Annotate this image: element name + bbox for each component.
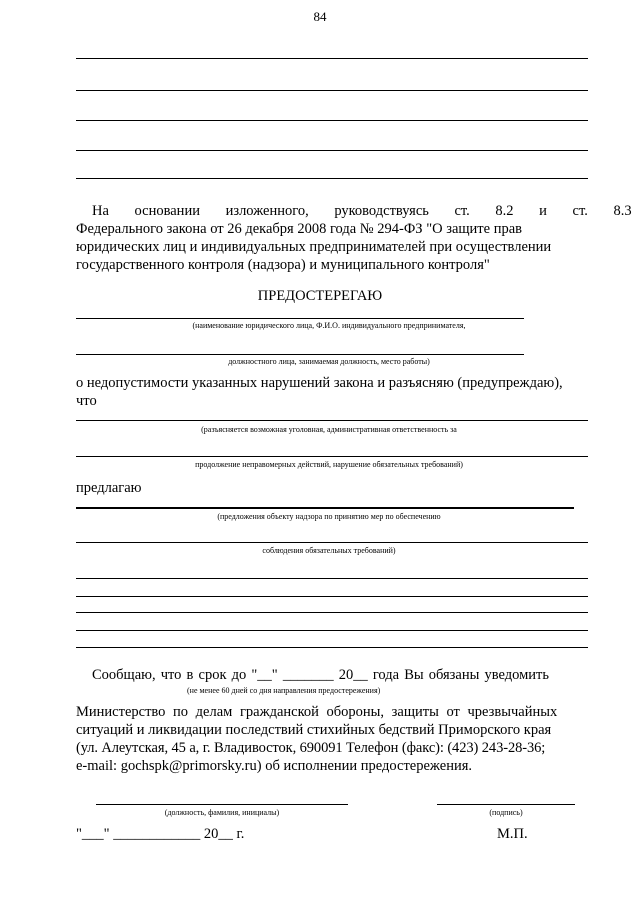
heading-warn: ПРЕДОСТЕРЕГАЮ xyxy=(257,288,383,304)
ministry-line-3: (ул. Алеутская, 45 а, г. Владивосток, 690091 Телефон (факс): (423) 243-28-36; xyxy=(76,740,546,756)
ministry-line-4: e-mail: gochspk@primorsky.ru) об исполнении предостережения. xyxy=(76,758,473,774)
basis-line-4: государственного контроля (надзора) и муниципального контроля" xyxy=(76,257,490,273)
fill-line-measures[interactable] xyxy=(76,507,574,509)
stamp-label: М.П. xyxy=(497,826,528,842)
caption-position: (должность, фамилия, инициалы) xyxy=(164,808,280,817)
fill-line-liability[interactable] xyxy=(76,420,588,421)
blank-line xyxy=(76,58,588,59)
caption-liability-1: (разъясняется возможная уголовная, административная ответственность за xyxy=(201,425,457,434)
blank-line[interactable] xyxy=(76,647,588,648)
fill-line-measures-2[interactable] xyxy=(76,542,588,543)
caption-liability-2: продолжение неправомерных действий, нарушение обязательных требований) xyxy=(195,460,463,469)
caption-measures-1: (предложения объекту надзора по принятию мер по обеспечению xyxy=(217,512,441,521)
inadmissibility-line-1: о недопустимости указанных нарушений закона и разъясняю (предупреждаю), xyxy=(76,375,563,391)
ministry-line-1: Министерство по делам гражданской обороны, защиты от чрезвычайных xyxy=(76,704,558,720)
blank-line[interactable] xyxy=(76,612,588,613)
basis-line-1: На основании изложенного, руководствуясь ст. 8.2 и ст. 8.3 xyxy=(92,203,632,219)
caption-entity-1: (наименование юридического лица, Ф.И.О. индивидуального предпринимателя, xyxy=(192,321,466,330)
caption-signature: (подпись) xyxy=(489,808,523,817)
blank-line xyxy=(76,150,588,151)
caption-measures-2: соблюдения обязательных требований) xyxy=(262,546,396,555)
fill-line-signature[interactable] xyxy=(437,804,575,805)
basis-line-3: юридических лиц и индивидуальных предпринимателей при осуществлении xyxy=(76,239,552,255)
basis-line-2: Федерального закона от 26 декабря 2008 года № 294-ФЗ "О защите прав xyxy=(76,221,522,237)
blank-line xyxy=(76,120,588,121)
fill-line-entity[interactable] xyxy=(76,318,524,319)
notify-line: Сообщаю, что в срок до "__" _______ 20__ года Вы обязаны уведомить xyxy=(92,667,549,683)
blank-line[interactable] xyxy=(76,596,588,597)
blank-line[interactable] xyxy=(76,578,588,579)
blank-line xyxy=(76,90,588,91)
propose-label: предлагаю xyxy=(76,480,142,496)
inadmissibility-line-2: что xyxy=(76,393,97,409)
page-number: 84 xyxy=(313,9,327,24)
ministry-line-2: ситуаций и ликвидации последствий стихийных бедствий Приморского края xyxy=(76,722,552,738)
fill-line-liability-2[interactable] xyxy=(76,456,588,457)
blank-line[interactable] xyxy=(76,630,588,631)
caption-deadline: (не менее 60 дней со дня направления предостережения) xyxy=(187,686,381,695)
fill-line-position[interactable] xyxy=(96,804,348,805)
date-line[interactable]: "___" ____________ 20__ г. xyxy=(76,826,245,842)
caption-entity-2: должностного лица, занимаемая должность, место работы) xyxy=(228,357,430,366)
blank-line xyxy=(76,178,588,179)
fill-line-official[interactable] xyxy=(76,354,524,355)
